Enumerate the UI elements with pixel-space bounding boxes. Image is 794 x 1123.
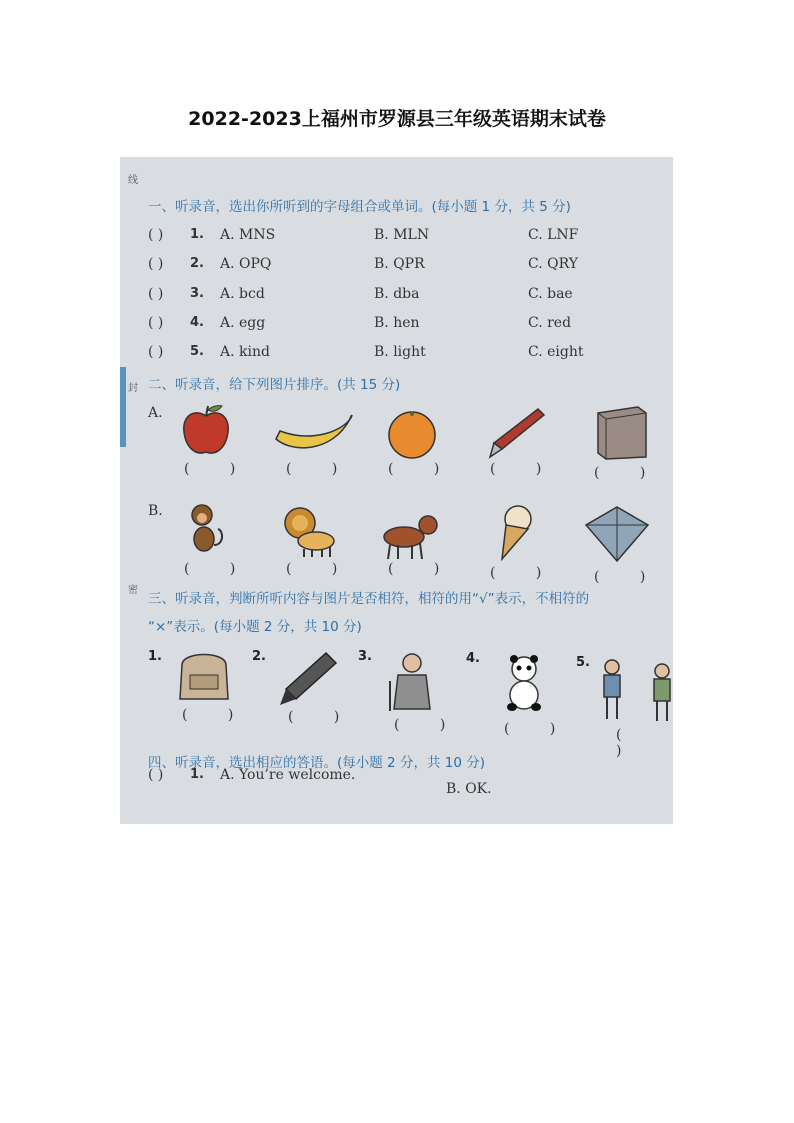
option-a: A. egg — [220, 315, 266, 331]
section-2-heading: 二、听录音，给下列图片排序。(共 15 分) — [148, 377, 401, 393]
option-b: B. dba — [374, 286, 420, 302]
p4-option-b: B. OK. — [446, 781, 492, 797]
binding-strip — [120, 367, 126, 447]
answer-blank[interactable]: ( ) — [490, 565, 560, 581]
question-number: 4. — [466, 651, 480, 666]
dog-icon — [374, 507, 444, 561]
lion-icon — [280, 505, 338, 559]
pencil-icon — [278, 649, 340, 705]
answer-blank[interactable]: ( ) — [616, 727, 640, 759]
answer-blank[interactable]: ( ) — [148, 767, 164, 783]
section-1-heading: 一、听录音，选出你所听到的字母组合或单词。(每小题 1 分，共 5 分) — [148, 199, 571, 215]
question-number: 2. — [190, 256, 204, 271]
question-number: 3. — [358, 649, 372, 664]
question-number: 5. — [190, 344, 204, 359]
answer-blank[interactable]: ( ) — [182, 707, 252, 723]
question-number: 1. — [148, 649, 162, 664]
option-a: A. OPQ — [220, 256, 272, 272]
ice-cream-icon — [488, 503, 540, 561]
answer-blank[interactable]: ( ) — [286, 561, 356, 577]
option-a: A. kind — [220, 344, 270, 360]
option-a: A. bcd — [220, 286, 265, 302]
row-b-label: B. — [148, 503, 163, 519]
answer-blank[interactable]: ( ) — [148, 227, 164, 243]
boys-icon — [598, 657, 673, 725]
answer-blank[interactable]: ( ) — [148, 344, 164, 360]
orange-icon — [384, 407, 440, 459]
monkey-icon — [180, 501, 228, 557]
page-title: 2022-2023上福州市罗源县三年级英语期末试卷 — [188, 108, 606, 130]
section-4-heading: 四、听录音，选出相应的答语。(每小题 2 分，共 10 分) — [148, 755, 485, 771]
option-b: B. hen — [374, 315, 420, 331]
answer-blank[interactable]: ( ) — [184, 561, 254, 577]
exam-photo — [120, 157, 673, 824]
option-c: C. LNF — [528, 227, 579, 243]
answer-blank[interactable]: ( ) — [184, 461, 254, 477]
answer-blank[interactable]: ( ) — [388, 561, 458, 577]
answer-blank[interactable]: ( ) — [388, 461, 458, 477]
question-number: 4. — [190, 315, 204, 330]
row-a-label: A. — [148, 405, 163, 421]
answer-blank[interactable]: ( ) — [490, 461, 560, 477]
apple-icon — [178, 402, 234, 458]
answer-blank[interactable]: ( ) — [594, 465, 664, 481]
question-number: 2. — [252, 649, 266, 664]
margin-mark-secret: 密 — [128, 585, 138, 596]
question-number: 1. — [190, 767, 204, 782]
section-3-heading-line-1: 三、听录音，判断所听内容与图片是否相符，相符的用“√”表示，不相符的 — [148, 591, 590, 607]
answer-blank[interactable]: ( ) — [594, 569, 664, 585]
option-a: A. You’re welcome. — [220, 767, 356, 783]
question-number: 3. — [190, 286, 204, 301]
option-c: C. QRY — [528, 256, 578, 272]
book-icon — [590, 403, 652, 461]
option-c: C. bae — [528, 286, 573, 302]
question-number: 5. — [576, 655, 590, 670]
answer-blank[interactable]: ( ) — [394, 717, 464, 733]
option-c: C. red — [528, 315, 572, 331]
answer-blank[interactable]: ( ) — [504, 721, 574, 737]
section-3-heading-line-2: “×”表示。(每小题 2 分，共 10 分) — [148, 619, 362, 635]
option-a: A. MNS — [220, 227, 276, 243]
answer-blank[interactable]: ( ) — [288, 709, 358, 725]
pen-icon — [484, 405, 546, 461]
bag-icon — [172, 647, 236, 703]
option-c: C. eight — [528, 344, 584, 360]
question-number: 1. — [190, 227, 204, 242]
option-b: B. QPR — [374, 256, 425, 272]
banana-icon — [272, 413, 354, 457]
margin-mark-seal: 封 — [128, 383, 138, 394]
option-b: B. light — [374, 344, 426, 360]
panda-icon — [496, 653, 552, 715]
answer-blank[interactable]: ( ) — [148, 286, 164, 302]
answer-blank[interactable]: ( ) — [148, 256, 164, 272]
grandpa-icon — [382, 651, 444, 713]
kite-icon — [582, 503, 652, 563]
option-b: B. MLN — [374, 227, 430, 243]
answer-blank[interactable]: ( ) — [286, 461, 356, 477]
margin-mark-line: 线 — [128, 175, 138, 186]
answer-blank[interactable]: ( ) — [148, 315, 164, 331]
